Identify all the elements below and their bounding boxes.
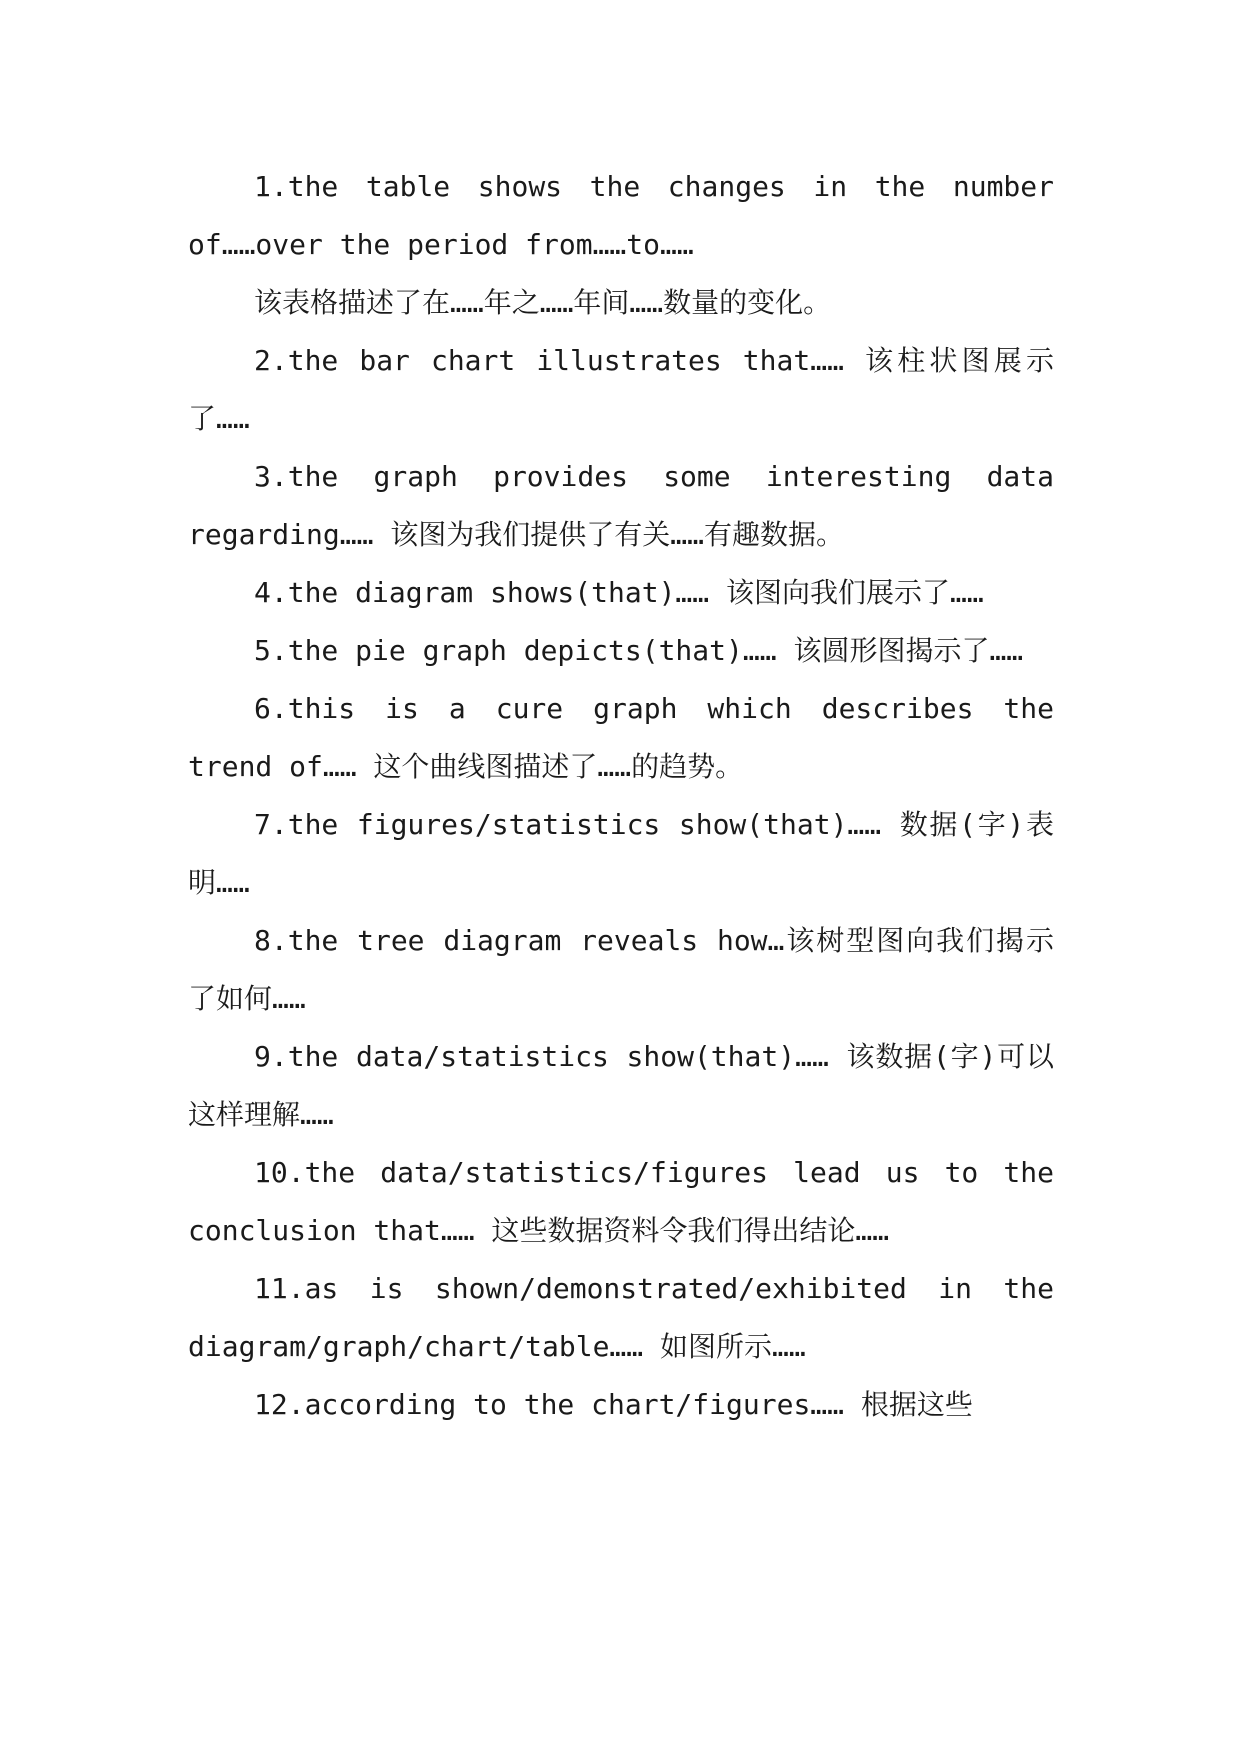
paragraph-9: 9.the data/statistics show(that)…… 该数据(字)可以这样理解…… bbox=[188, 1040, 1054, 1131]
paragraph-6: 6.this is a cure graph which describes the trend of…… 这个曲线图描述了……的趋势。 bbox=[188, 692, 1054, 783]
paragraph-2: 2.the bar chart illustrates that…… 该柱状图展示了…… bbox=[188, 344, 1054, 435]
paragraph-5: 5.the pie graph depicts(that)…… 该圆形图揭示了…… bbox=[254, 634, 1024, 667]
paragraph-8: 8.the tree diagram reveals how…该树型图向我们揭示了如何…… bbox=[188, 924, 1054, 1015]
paragraph-1-translation: 该表格描述了在……年之……年间……数量的变化。 bbox=[254, 286, 832, 319]
paragraph-12: 12.according to the chart/figures…… 根据这些 bbox=[254, 1388, 973, 1421]
paragraph-1: 1.the table shows the changes in the number of……over the period from……to…… bbox=[188, 170, 1054, 261]
paragraph-7: 7.the figures/statistics show(that)…… 数据(字)表明…… bbox=[188, 808, 1054, 899]
document-body bbox=[188, 158, 1054, 1434]
paragraph-3: 3.the graph provides some interesting data regarding…… 该图为我们提供了有关……有趣数据。 bbox=[188, 460, 1054, 551]
paragraph-11: 11.as is shown/demonstrated/exhibited in the diagram/graph/chart/table…… 如图所示…… bbox=[188, 1272, 1054, 1363]
paragraph-10: 10.the data/statistics/figures lead us to the conclusion that…… 这些数据资料令我们得出结论…… bbox=[188, 1156, 1054, 1247]
paragraph-4: 4.the diagram shows(that)…… 该图向我们展示了…… bbox=[254, 576, 984, 609]
